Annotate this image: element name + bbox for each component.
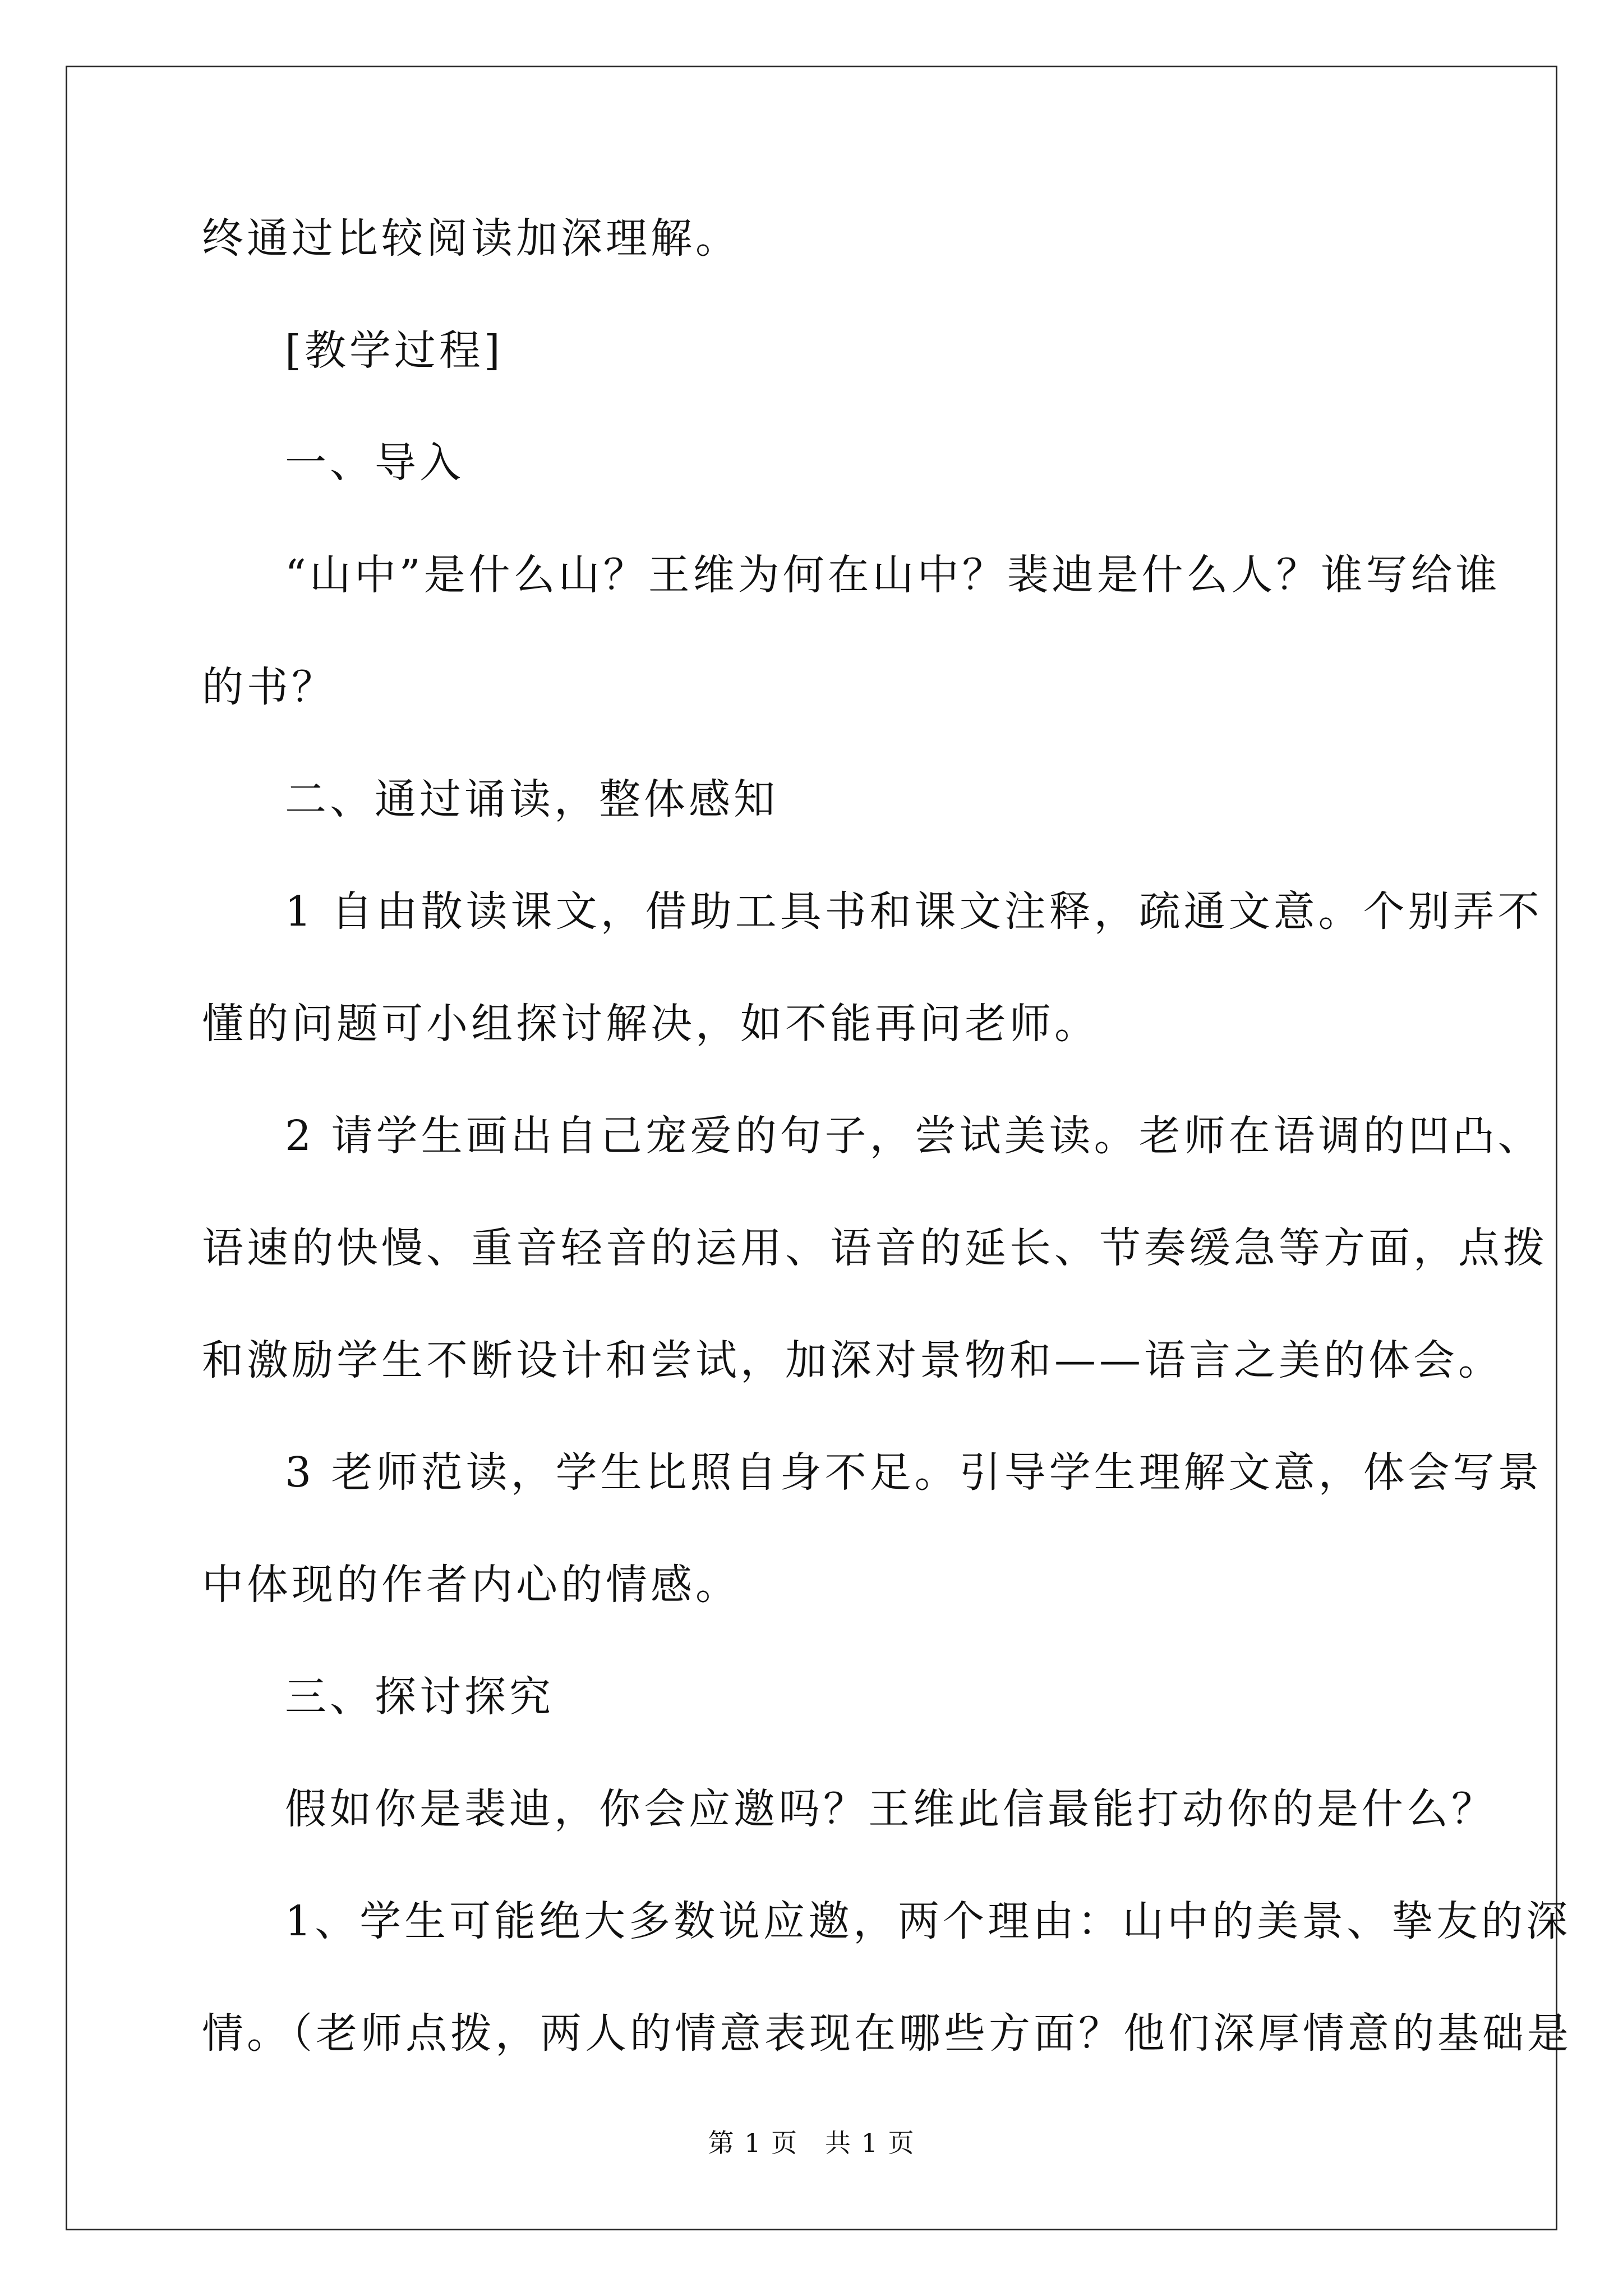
text-line: 3 老师范读，学生比照自身不足。引导学生理解文意，体会写景: [285, 1448, 1543, 1497]
section-heading: [教学过程]: [285, 326, 504, 375]
text-line: 的书？: [202, 663, 336, 711]
text-line: 中体现的作者内心的情感。: [202, 1561, 740, 1609]
section-heading: 三、探讨探究: [285, 1673, 554, 1721]
page-number: 第 1 页 共 1 页: [708, 2128, 915, 2158]
section-heading: 一、导入: [285, 439, 464, 487]
text-line: 情。（老师点拨，两人的情意表现在哪些方面？他们深厚情意的基础是: [202, 2009, 1572, 2058]
text-line: 1、学生可能绝大多数说应邀，两个理由：山中的美景、挚友的深: [285, 1897, 1571, 1945]
text-line: “山中”是什么山？王维为何在山中？裴迪是什么人？谁写给谁: [285, 551, 1501, 599]
text-line: 终通过比较阅读加深理解。: [202, 214, 740, 263]
text-line: 假如你是裴迪，你会应邀吗？王维此信最能打动你的是什么？: [285, 1785, 1496, 1833]
text-line: 语速的快慢、重音轻音的运用、语音的延长、节奏缓急等方面，点拨: [202, 1224, 1548, 1272]
text-line: 1 自由散读课文，借助工具书和课文注释，疏通文意。个别弄不: [285, 887, 1543, 936]
text-line: 懂的问题可小组探讨解决，如不能再问老师。: [202, 1000, 1099, 1048]
text-line: 2 请学生画出自己宠爱的句子，尝试美读。老师在语调的凹凸、: [285, 1112, 1543, 1160]
text-line: 和激励学生不断设计和尝试，加深对景物和——语言之美的体会。: [202, 1336, 1503, 1384]
section-heading: 二、通过诵读，整体感知: [285, 775, 778, 823]
